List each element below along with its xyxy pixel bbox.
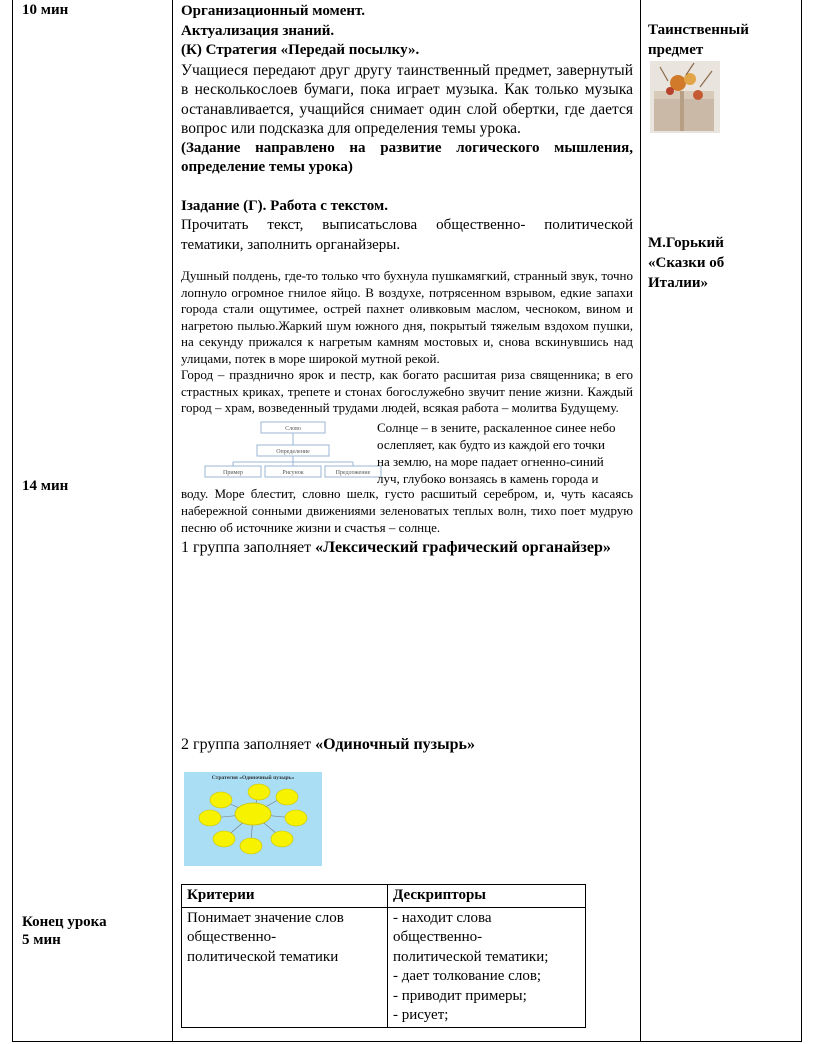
resource-label: Италии» — [648, 275, 709, 291]
diagram-label: Определение — [276, 448, 310, 455]
descriptor-line: - дает толкование слов; — [393, 968, 542, 984]
story-paragraph: Город – празднично ярок и пестр, как богато расшитая риза священника; в его страстных криках, трепете и стонах богослужебно звучит пение жизни. Каждый город – храм, возведенный трудами людей, всякая работа – молитва Будущему. — [181, 367, 633, 415]
diagram-label: Рисунок — [282, 469, 304, 476]
bubble — [285, 810, 307, 826]
task-title: Ізадание (Г). Работа с текстом. — [181, 197, 388, 214]
header-descriptors: Дескрипторы — [388, 885, 586, 908]
resources-column — [648, 0, 798, 1040]
story-line: ослепляет, как будто из каждой его точки — [377, 436, 605, 452]
resource-label: предмет — [648, 42, 704, 58]
bubble — [248, 784, 270, 800]
lesson-content-column — [181, 2, 633, 1038]
story-paragraph: Душный полдень, где-то только что бухнула пушкамягкий, странный звук, точно лопнуло огромное гнилое яйцо. В воздухе, потрясенном взрывом, едкие запахи города стали ощутимее, острей пахнет оливковым маслом, чесноком, вином и нагретою пылью.Жаркий шум южного дня, покрытый тяжелым вздохом пушки, на секунду прижался к нагретым камням мостовых и, снова вскинувшись над улицами, потек в море широкой мутной рекой. — [181, 268, 633, 366]
resource-label: «Сказки об — [648, 255, 725, 271]
bubble — [213, 831, 235, 847]
diagram-label: Пример — [222, 469, 244, 476]
criteria-line: общественно- — [187, 929, 277, 945]
descriptor-line: - рисует; — [393, 1007, 449, 1023]
task-instructions: Прочитать текст, выписатьслова общественно- политической тематики, заполнить органайзеры. — [181, 217, 633, 253]
diagram-label: Предложение — [335, 469, 371, 476]
story-paragraph: воду. Море блестит, словно шелк, густо расшитый серебром, и, чуть касаясь набережной сонными движениями зеленоватых теплых волн, тихо поет мудрую песню об источнике жизни и счастья – солнце. — [181, 485, 633, 535]
table-header-row — [182, 885, 586, 908]
descriptor-line: - находит слова — [393, 909, 492, 926]
column-divider — [640, 0, 641, 1041]
strategy-description: Учащиеся передают друг другу таинственный предмет, завернутый в несколькослоев бумаги, пока играет музыка. Как только музыка останавливается, учащийся снимает один слой обертки, где дается вопрос или подсказка для определения темы урока. — [181, 61, 633, 137]
timing-column — [22, 0, 172, 1040]
group-2-assignment — [181, 735, 475, 755]
group-1-assignment — [181, 538, 633, 558]
central-bubble — [235, 803, 271, 825]
gift-decoration — [693, 90, 703, 100]
group-1-organizer-name: «Лексический графический органайзер» — [315, 538, 611, 556]
time-label: 10 мин — [22, 2, 69, 18]
section-heading: Актуализация знаний. — [181, 22, 335, 39]
story-line: Солнце – в зените, раскаленное синее небо — [377, 419, 616, 435]
descriptor-line: - приводит примеры; — [393, 987, 527, 1004]
gift-decoration — [666, 87, 674, 95]
bubble — [271, 831, 293, 847]
bubble — [240, 838, 262, 854]
criteria-line: Понимает значение слов — [187, 909, 344, 926]
section-heading: Организационный момент. — [181, 3, 366, 19]
resource-label: Таинственный — [648, 22, 749, 38]
diagram-label: Слово — [285, 425, 301, 432]
group-1-prefix: 1 группа заполняет — [181, 538, 316, 556]
lexical-organizer-diagram — [203, 421, 383, 481]
descriptor-line: политической тематики; — [393, 948, 549, 965]
time-label: 14 мин — [22, 478, 69, 494]
single-bubble-image — [184, 772, 322, 866]
criteria-line: политической тематики — [187, 948, 339, 965]
mystery-gift-photo — [650, 61, 720, 133]
bubble-image-title: Стратегия «Одиночный пузырь» — [211, 775, 295, 781]
time-label: Конец урока — [22, 914, 107, 930]
organizer-block — [181, 419, 633, 485]
header-criteria: Критерии — [182, 885, 388, 908]
story-paragraph-wrapped — [377, 419, 633, 487]
time-label: 5 мин — [22, 932, 61, 948]
task-note: (Задание направлено на развитие логического мышления, определение темы урока) — [181, 139, 633, 175]
table-row — [182, 907, 586, 1027]
descriptors-cell — [388, 907, 586, 1027]
bubble — [199, 810, 221, 826]
bubble — [210, 792, 232, 808]
bubble — [276, 789, 298, 805]
group-2-organizer-name: «Одиночный пузырь» — [315, 736, 475, 753]
resource-label: М.Горький — [648, 235, 724, 251]
gift-string — [680, 91, 684, 131]
descriptor-line: общественно- — [393, 929, 483, 945]
column-divider — [172, 0, 173, 1041]
criteria-table — [181, 884, 586, 1028]
story-line: луч, глубоко вонзаясь в камень города и — [377, 470, 599, 486]
strategy-heading: (К) Стратегия «Передай посылку». — [181, 42, 420, 58]
group-2-prefix: 2 группа заполняет — [181, 736, 316, 753]
story-line: на землю, на море падает огненно-синий — [377, 453, 604, 469]
criteria-cell — [182, 907, 388, 1027]
